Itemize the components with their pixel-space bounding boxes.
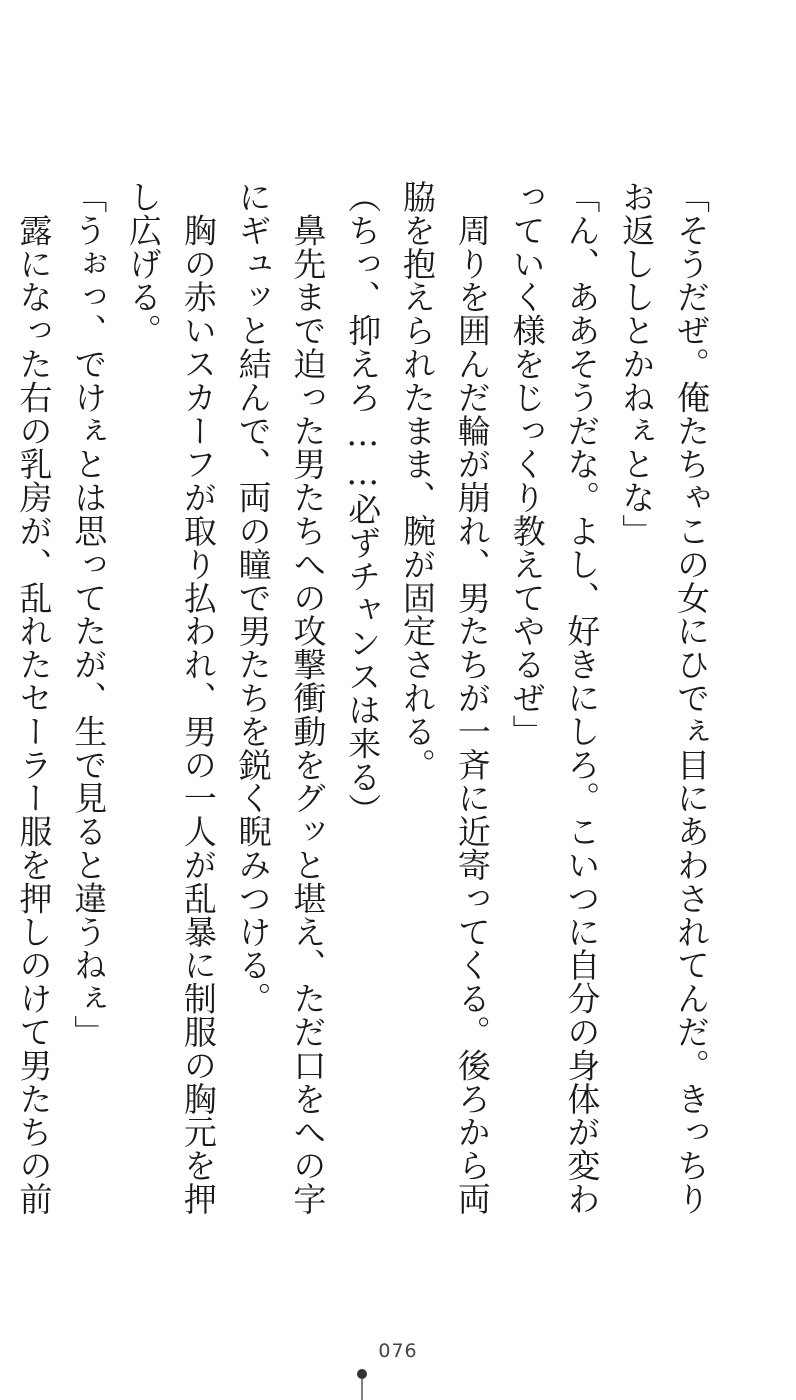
paragraph-5: 鼻先まで迫った男たちへの攻撃衝動をグッと堪え、ただ口をへの字にギュッと結んで、両の瞳で男たちを鋭く睨みつける。 xyxy=(233,180,328,1216)
body-text xyxy=(14,180,718,1240)
paragraph-2: 「ん、ああそうだな。よし、好きにしろ。こいつに自分の身体が変わっていく様をじっくり教えてやるぜ」 xyxy=(507,180,602,1216)
page-marker-icon xyxy=(356,1368,368,1400)
paragraph-1: 「そうだぜ。俺たちゃこの女にひでぇ目にあわされてんだ。きっちりお返ししとかねぇとな」 xyxy=(617,180,711,1216)
paragraph-6: 胸の赤いスカーフが取り払われ、男の一人が乱暴に制服の胸元を押し広げる。 xyxy=(124,180,218,1216)
page-number: 076 xyxy=(378,1340,418,1362)
paragraph-3: 周りを囲んだ輪が崩れ、男たちが一斉に近寄ってくる。後ろから両脇を抱えられたまま、腕が固定される。 xyxy=(398,180,492,1216)
paragraph-8: 露になった右の乳房が、乱れたセーラー服を押しのけて男たちの前 xyxy=(14,213,54,1216)
paragraph-7: 「うぉっ、でけぇとは思ってたが、生で見ると違うねぇ」 xyxy=(69,180,109,1049)
paragraph-4: （ちっ、抑えろ……必ずチャンスは来る） xyxy=(343,180,383,827)
